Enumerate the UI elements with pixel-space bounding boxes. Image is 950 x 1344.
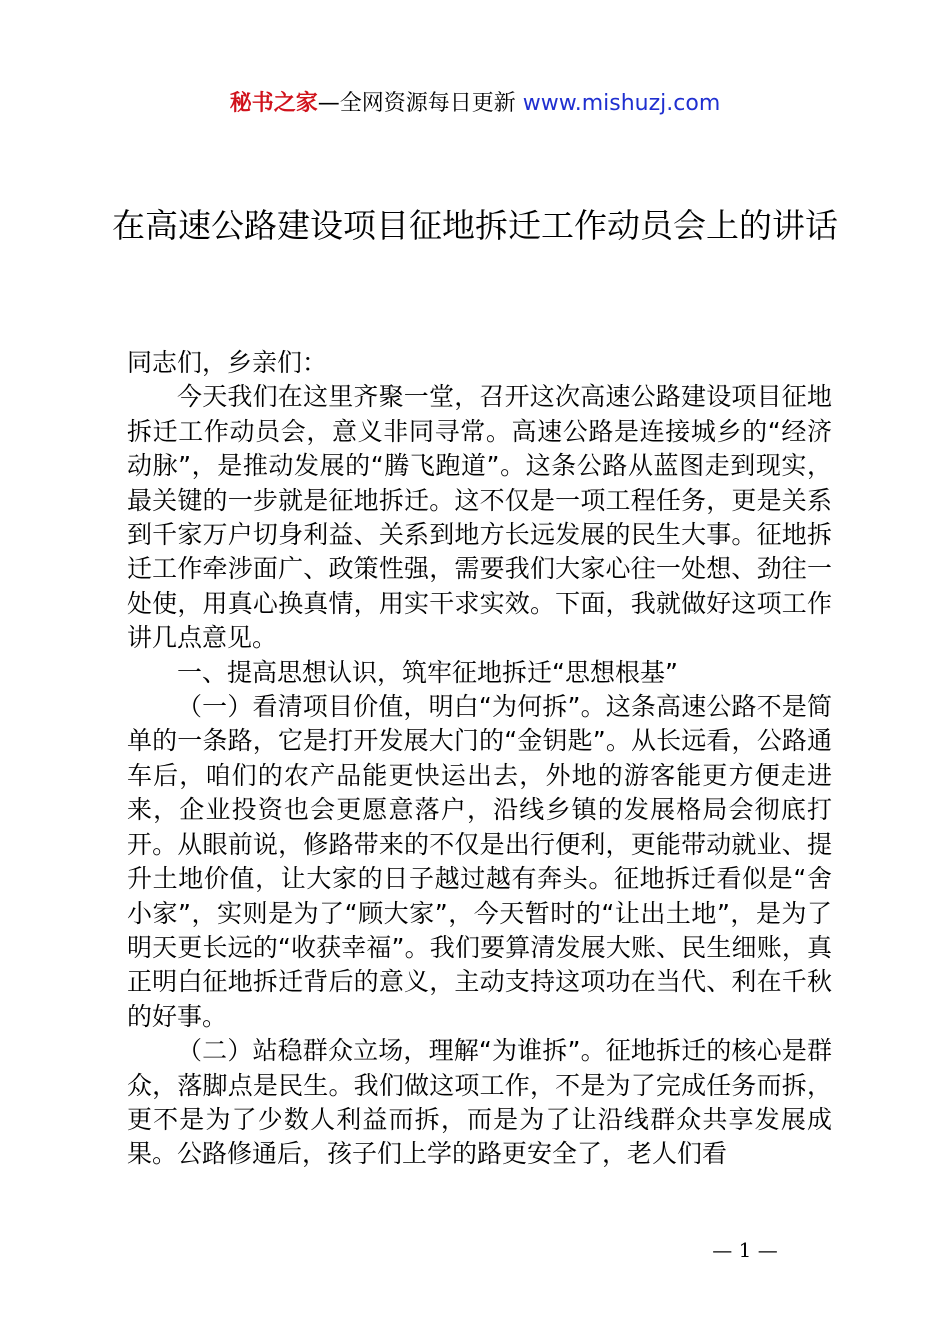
page-number: — 1 —	[712, 1238, 778, 1262]
paragraph: （一）看清项目价值，明白“为何拆”。这条高速公路不是简单的一条路，它是打开发展大门的“金钥匙”。从长远看，公路通车后，咱们的农产品能更快运出去，外地的游客能更方便走进来，企业投资也会更愿意落户，沿线乡镇的发展格局会彻底打开。从眼前说，修路带来的不仅是出行便利，更能带动就业、提升土地价值，让大家的日子越过越有奔头。征地拆迁看似是“舍小家”，实则是为了“顾大家”，今天暂时的“让出土地”，是为了明天更长远的“收获幸福”。我们要算清发展大账、民生细账，真正明白征地拆迁背后的意义，主动支持这项功在当代、利在千秋的好事。	[127, 692, 832, 1031]
section-heading: 一、提高思想认识，筑牢征地拆迁“思想根基”	[177, 657, 678, 687]
document-title: 在高速公路建设项目征地拆迁工作动员会上的讲话	[112, 206, 838, 245]
paragraph: （二）站稳群众立场，理解“为谁拆”。征地拆迁的核心是群众，落脚点是民生。我们做这项工作，不是为了完成任务而拆，更不是为了少数人利益而拆，而是为了让沿线群众共享发展成果。公路修通后，孩子们上学的路更安全了，老人们看	[127, 1036, 832, 1169]
site-header	[0, 88, 950, 120]
paragraph: 今天我们在这里齐聚一堂，召开这次高速公路建设项目征地拆迁工作动员会，意义非同寻常。高速公路是连接城乡的“经济动脉”，是推动发展的“腾飞跑道”。这条公路从蓝图走到现实，最关键的一步就是征地拆迁。这不仅是一项工程任务，更是关系到千家万户切身利益、关系到地方长远发展的民生大事。征地拆迁工作牵涉面广、政策性强，需要我们大家心往一处想、劲往一处使，用真心换真情，用实干求实效。下面，我就做好这项工作讲几点意见。	[127, 382, 832, 653]
salutation: 同志们，乡亲们：	[127, 348, 328, 377]
brand-name: 秘书之家	[229, 91, 318, 116]
site-url-link[interactable]: www.mishuzj.com	[522, 91, 721, 116]
header-tagline: —全网资源每日更新	[317, 91, 516, 116]
document-body	[127, 346, 832, 1172]
